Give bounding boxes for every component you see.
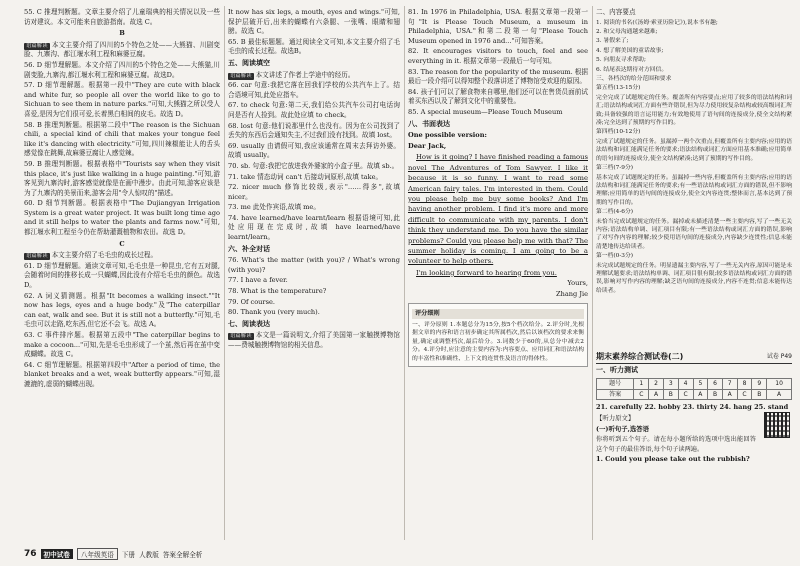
answer-cell: B	[708, 389, 723, 400]
answer-explanation: 二、内容要点	[596, 8, 636, 16]
question-number: 3	[663, 379, 678, 390]
grading-rules-text: 一、评分原则 1.本题总分为15分,按5个档次给分。2.评分时,先根据文章的内容和语言初步确定其所属档次,然后以该档次的要求来衡量,确定或调整档次,最后给分。3.词数少于60的,从总分中减去2分。4.评分时,应注意的主要内容为:内容要点、应用词汇和语法结构的丰富性和准确性、上下文的连贯性及语言的得体性。	[412, 321, 584, 362]
passage-tag: 语篇解读	[26, 253, 48, 260]
answer-explanation: 59. B 推理判断题。根据表格中"Tourists say when they visit this place, it's just like walking in a huge painting."可知,游客见到九寨沟时,游客感觉就像是在画中漫步。由此可知,游客应该是为了九寨沟的美景而来,游客会用"令人惊叹的"描述。	[24, 159, 220, 197]
answer-explanation: 6. 结尾表达期待对方回信。	[596, 66, 668, 73]
answer-explanation: 2. 和父母沟通越来越难;	[596, 29, 658, 35]
answer-explanation: 70. sb. 句意:我把它放进我外婆家的小盒子里。故填 sb.。	[228, 161, 399, 170]
grade-label: 八年级英语	[77, 548, 118, 560]
column-4	[596, 8, 792, 548]
answer-explanation: 85. A special museum—Please Touch Museum	[408, 107, 563, 116]
passage-summary-text: 本文讲述了作者上学途中的经历。	[255, 70, 355, 79]
column-2	[228, 8, 400, 548]
answer-explanation: 64. C 细节理解题。根据第四段中"After a period of time, the blanket breaks and a wet, weak butterfly appears."可知,湿漉漉的,虚弱的蝴蝶出现。	[24, 360, 220, 388]
answer-explanation: 81. In 1976 in Philadelphia, USA. 根据文章第一段第一句"It is Please Touch Museum, a museum in Philadelphia, USA."和第二段第一句"Please Touch Museum opened in 1976 and..."可知答案。	[408, 8, 588, 45]
answer-cell: B	[752, 389, 767, 400]
column-1	[24, 8, 220, 548]
exam-title-bar	[596, 352, 792, 364]
answer-cell: C	[678, 389, 693, 400]
section-heading: 七、阅读表达	[228, 319, 270, 328]
passage-summary	[24, 41, 220, 60]
answer-table	[596, 378, 792, 400]
answer-explanation: 62. A 词义猜测题。根据"It becomes a walking insect.""It now has legs, eyes and a huge body."及"The caterpillar can eat, walk and see. But it is still not a butterfly."可知,毛毛虫可以走路,吃东西,但它还不会飞。故选 A。	[24, 291, 220, 329]
question-number: 2	[649, 379, 664, 390]
column-divider	[592, 6, 593, 540]
sample-essay-paragraph	[408, 268, 588, 278]
essay-text: How is it going? I have finished reading a famous novel The Adventures of Tom Sawyer. I like it because it is so funny. I want to read some American fairy tales. I'm interested in them. Could you please help me buy some books? And I'm having another problem. I find it's more and more difficult to communicate with my parents. I don't think they understand me. Do you have the similar problems? Could you please help me with that? The summer holiday is coming. I am going to be a volunteer to help others.	[408, 153, 588, 266]
brand-logo: 初中试卷	[41, 549, 73, 559]
passage-tag: 语篇解读	[230, 333, 252, 340]
section-heading: 八、书面表达	[408, 119, 450, 128]
answer-explanation: 77. I have a fever.	[228, 276, 288, 285]
answer-explanation: 61. D 细节理解题。通读文章可知,毛毛虫是一种昆虫,它有五对腿,会随着时间的推移长成一只蝴蝶,因此没有介绍毛毛虫的颜色。故选 D。	[24, 261, 220, 290]
passage-summary-text: 本文是一篇说明文,介绍了美国第一家触摸博物馆——费城触摸博物馆的相关信息。	[228, 331, 400, 349]
column-divider	[224, 6, 225, 540]
column-3	[408, 8, 588, 548]
answer-explanation: 1. 阅读的书名(《汤姆·索亚历险记》),说本书有趣;	[596, 19, 718, 26]
answer-explanation: 第二档(4-6分)	[596, 209, 634, 216]
passage-tag: 语篇解读	[230, 72, 252, 79]
grading-rules-box	[408, 303, 588, 367]
answer-explanation: 57. D 细节理解题。根据第一段中"They are cute with black and white fur, so people all over the world like to go to Sichuan to see them in nature parks."可知,大熊猫之所以受人喜爱,是因为它们很可爱,长着黑白相间的皮毛。故选 D。	[24, 81, 220, 118]
exam-page-ref: 试卷 P49	[766, 353, 792, 360]
answer-explanation: 未恰当完成试题规定的任务。漏掉或未描述清楚一些主要内容,写了一些无关内容;语法结构单调、词汇项目有限;有一些语法结构或词汇方面的错误,影响了对写作内容的理解;较少使用语句间的连接成分,内容缺少连贯性;信息未能清楚地传达给读者。	[596, 218, 792, 250]
answer-cell: C	[634, 389, 649, 400]
passage-summary-text: 本文主要介绍了毛毛虫的成长过程。	[51, 251, 158, 260]
answer-explanation: 68. lost 句意:他们说那里什么也没有。因为在公司找到了丢失的东西后会通知失主,不过我们没有找到。故填 lost。	[228, 121, 400, 140]
answer-label: 答案	[597, 389, 634, 400]
footer-answer-label: 答案全解全析	[162, 551, 203, 559]
exam-title: 期末素养综合测试卷(二)	[596, 352, 684, 361]
question-number: 8	[737, 379, 752, 390]
answer-explanation: 60. D 细节判断题。根据表格中"The Dujiangyan Irrigation System is a great water project. It was built long time ago and it still helps to water the plants and farms now."可知,都江堰水利工程至今仍在帮助灌溉植物和农田。故选 D。	[24, 199, 220, 237]
passage-letter: B	[119, 29, 125, 38]
answer-explanation: 63. C 事件排序题。根据第五段中"The caterpillar begins to make a cocoon..."可知,先是毛毛虫形成了一个茧,然后再在茧中变成蝴蝶。故选 C。	[24, 331, 220, 359]
answer-explanation: 5. 向朋友寻求帮助;	[596, 57, 646, 64]
essay-text: I'm looking forward to hearing from you.	[416, 268, 557, 277]
answer-explanation: 73. me 此处作宾语,故填 me。	[228, 203, 320, 212]
answer-explanation: 未完成试题规定的任务。明显遗漏主要内容,写了一些无关内容,原因可能是未理解试题要求;语法结构单调、词汇项目很有限;较多语法结构或词汇方面的错误,影响对写作内容的理解;缺乏语句间的连接成分,内容不连贯;信息未能传达给读者。	[596, 262, 792, 294]
part1-instruction: 你将听到五个句子。请在每小题所给的选项中选出能回答这个句子的最佳答语,每个句子读两遍。	[596, 436, 756, 453]
answer-explanation: 72. nicer much 修饰比较级,表示"……得多",故填 nicer。	[228, 183, 400, 201]
question-number: 5	[693, 379, 708, 390]
qnum-label: 题号	[597, 379, 634, 390]
answer-explanation: 完成了试题规定的任务。虽漏掉一两个次重点,但覆盖所有主要内容;应用的语法结构和词汇能满足任务的要求;语法结构或词汇方面应用基本准确;应用简单的语句间的连接成分,使全文结构紧凑;达到了预期的写作目的。	[596, 138, 792, 162]
grading-rules-title: 评分细则	[412, 309, 584, 319]
answer-explanation: One possible version:	[408, 131, 487, 140]
answer-explanation: 完全完成了试题规定的任务。覆盖所有内容要点;应用了较多的语法结构和词汇;语法结构或词汇方面有些许错误,但为尽力使用较复杂结构或较高级词汇所致;具备较强的语言运用能力;有效地使用了语句间的连接成分,使全文结构紧凑;完全达到了预期的写作目的。	[596, 94, 792, 127]
answer-explanation: Yours,	[567, 279, 588, 288]
section-heading: 五、阅读填空	[228, 58, 270, 67]
answer-explanation: 58. B 推理判断题。根据第二段中"The reason is the Sichuan chili, a special kind of chili that makes your tongue feel like it's dancing with electricity."可知,四川辣椒能让人的舌头感觉像在跳舞,故麻婆豆腐让人感觉辣。	[24, 120, 220, 158]
question-number: 6	[708, 379, 723, 390]
answer-explanation: 74. have learned/have learnt/learn 根据语境可知,此处应用现在完成时,故填 have learned/have learnt/learn。	[228, 213, 400, 242]
answer-explanation: It now has six legs, a mouth, eyes and wings."可知,保护层破开后,出来的蝴蝶有六条腿、一张嘴、眼睛和翅膀。故选 C。	[228, 8, 400, 36]
answer-explanation: 3. 暑假来了;	[596, 38, 629, 45]
edition-label: 人教版	[139, 551, 159, 559]
passage-summary	[24, 251, 220, 261]
answer-explanation: 66. car 句意:我把它落在回我们学校的公共汽车上了。结合语境可知,此处应指车。	[228, 81, 400, 99]
answer-explanation: 三、各档次的给分范围和要求	[596, 76, 672, 83]
answer-explanation: 4. 想了解美国的童话故事;	[596, 47, 664, 54]
answer-explanation: 55. C 推理判断题。文章主要介绍了儿童瑞典的相关情况以及一些访对建议。本文可能来自旅游指南。故选 C。	[24, 8, 220, 26]
answer-explanation: 84. 孩子们可以了解食物来自哪里,他们还可以在售货员面前试着买东西以及了解到文化中的重要性。	[408, 87, 588, 106]
question-number: 4	[678, 379, 693, 390]
answer-explanation: 78. What is the temperature?	[228, 287, 327, 296]
part1-heading: (一)听句子,选答语	[596, 424, 650, 433]
answer-explanation: 56. D 细节理解题。本文介绍了四川的5个特色之处——大熊猫,川剧变脸,九寨沟,都江堰水利工程和麻婆豆腐。故选D。	[24, 60, 220, 79]
question-1: 1. Could you please take out the rubbish?	[596, 455, 750, 464]
answer-explanation: 第五档(13-15分)	[596, 85, 641, 92]
fill-answers: 21. carefully 22. hobby 23. thirty 24. hang 25. stand	[596, 403, 789, 412]
answer-cell: A	[767, 389, 792, 400]
section-heading: 六、补全对话	[228, 244, 270, 253]
column-divider	[404, 6, 405, 540]
grading-criteria	[596, 8, 792, 348]
passage-letter: C	[119, 239, 125, 248]
answer-explanation: 83. The reason for the popularity of the museum. 根据最后一段介绍可以得知整个段落讲述了博物馆受欢迎的原因。	[408, 67, 588, 86]
page-number: 76	[24, 549, 37, 559]
term-label: 下册	[121, 551, 136, 559]
answer-cell: B	[663, 389, 678, 400]
passage-summary	[228, 331, 400, 350]
answer-explanation: 67. to check 句意:第二天,我们给公共汽车公司打电话询问是否有人捡到。故此处应填 to check。	[228, 101, 400, 119]
answer-explanation: 第三档(7-9分)	[596, 165, 634, 172]
answer-cell: A	[693, 389, 708, 400]
question-number: 1	[634, 379, 649, 390]
answer-explanation: 基本完成了试题规定的任务。虽漏掉一些内容,但覆盖所有主要内容;应用的语法结构和词汇能满足任务的要求;有一些语法结构或词汇方面的错误,但不影响理解;应用简单的语句间的连接成分,使全文内容连贯;整体而言,基本达到了预期的写作目的。	[596, 174, 792, 206]
answer-cell: A	[722, 389, 737, 400]
answer-explanation: 79. Of course.	[228, 297, 275, 306]
answer-cell: C	[737, 389, 752, 400]
answer-explanation: 第一档(0-3分)	[596, 253, 634, 260]
sample-essay-paragraph	[408, 152, 588, 266]
answer-explanation: 76. What's the matter (with you)? / What's wrong (with you)?	[228, 256, 400, 274]
answer-explanation: 69. usually 由请假可知,我应该通常在周末去拜访外婆。故填 usually。	[228, 141, 400, 160]
question-number: 7	[722, 379, 737, 390]
answer-cell: A	[649, 389, 664, 400]
answer-explanation: Dear Jack,	[408, 141, 447, 150]
qr-code-icon[interactable]	[764, 412, 790, 438]
answer-explanation: 82. It encourages visitors to touch, feel and see everything in it. 根据文章第一段最后一句可知。	[408, 47, 588, 65]
answer-explanation: 65. B 最佳标题题。通过阅读全文可知,本文主要介绍了毛毛虫的成长过程。故选B。	[228, 37, 400, 56]
passage-summary-text: 本文主要介绍了四川的5个特色之处——大熊猫、川剧变脸、九寨沟、都江堰水利工程和麻婆豆腐。	[24, 40, 220, 59]
answer-explanation: 71. take 情态动词 can't 后接动词原形,故填 take。	[228, 172, 383, 181]
passage-tag: 语篇解读	[26, 42, 48, 49]
question-number: 9	[752, 379, 767, 390]
page-footer	[24, 548, 202, 560]
answer-explanation: 80. Thank you (very much).	[228, 308, 320, 317]
question-number: 10	[767, 379, 792, 390]
passage-summary	[228, 71, 400, 81]
answer-explanation: 第四档(10-12分)	[596, 129, 641, 136]
listening-section-heading: 一、听力测试	[596, 365, 638, 374]
listening-text-label: 【听力原文】	[596, 413, 635, 422]
answer-explanation: Zhang Jie	[556, 289, 588, 298]
